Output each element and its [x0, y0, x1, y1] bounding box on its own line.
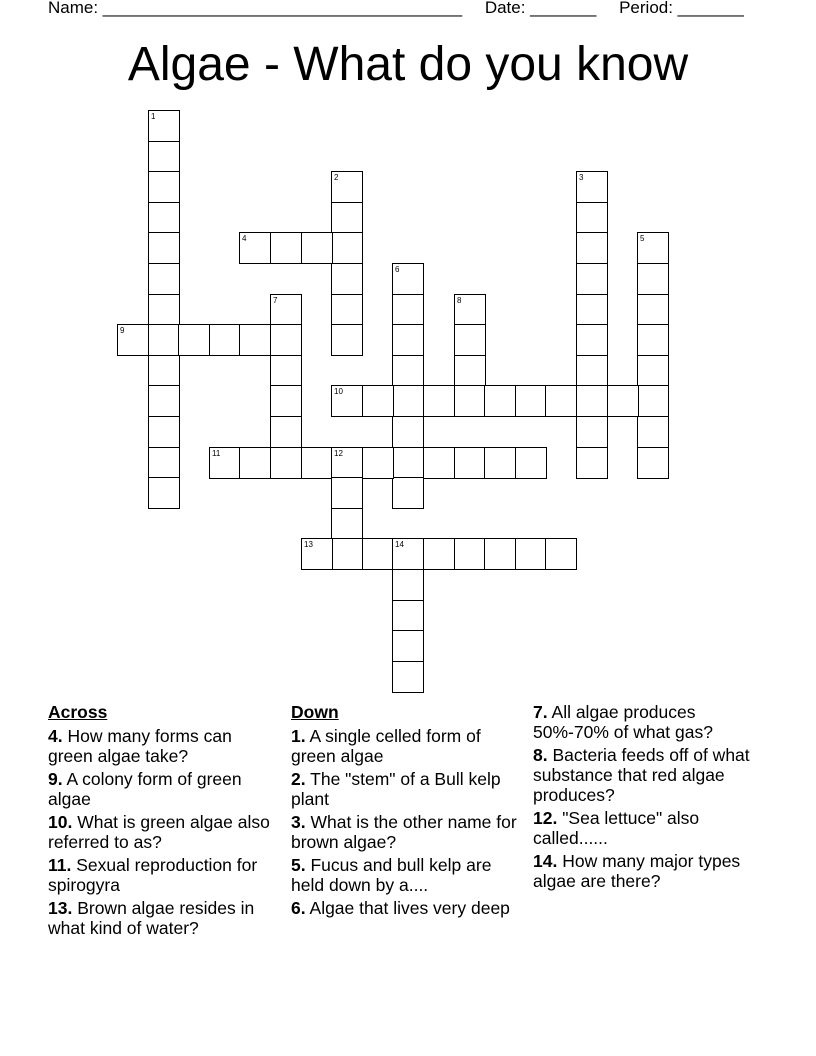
grid-cell[interactable] [454, 294, 486, 326]
clue-number: 14. [533, 851, 558, 871]
clue [48, 726, 278, 766]
grid-cell[interactable] [239, 447, 271, 479]
clue [533, 745, 768, 805]
grid-cell[interactable] [148, 416, 180, 448]
clue-text: "Sea lettuce" also called...... [533, 808, 700, 848]
grid-cell[interactable] [607, 385, 639, 417]
clue [48, 898, 278, 938]
clue-number: 13. [48, 898, 73, 918]
grid-cell[interactable] [515, 447, 547, 479]
clue-number: 4 [242, 234, 247, 243]
down-clues [291, 702, 521, 921]
clue-text: How many major types algae are there? [533, 851, 741, 891]
clue-number: 9 [120, 326, 125, 335]
clue-number: 11. [48, 855, 72, 875]
clue-text: All algae produces 50%-70% of what gas? [533, 702, 713, 742]
grid-cell[interactable] [576, 416, 608, 448]
grid-cell[interactable] [148, 141, 180, 173]
grid-cell[interactable] [392, 324, 424, 356]
grid-cell[interactable] [239, 324, 271, 356]
grid-cell[interactable] [637, 232, 669, 264]
clue-number: 3 [579, 173, 584, 182]
grid-cell[interactable] [270, 355, 302, 387]
grid-cell[interactable] [362, 538, 394, 570]
grid-cell[interactable] [331, 232, 363, 264]
grid-cell[interactable] [392, 447, 424, 479]
grid-cell[interactable] [392, 294, 424, 326]
page-title: Algae - What do you know [127, 38, 689, 91]
grid-cell[interactable] [576, 232, 608, 264]
grid-cell[interactable] [270, 294, 302, 326]
clue-number: 6 [395, 265, 400, 274]
grid-cell[interactable] [576, 294, 608, 326]
clue-text: Fucus and bull kelp are held down by a.... [291, 855, 492, 895]
period-field[interactable]: Period: _______ [619, 0, 744, 17]
clue [291, 726, 521, 766]
grid-cell[interactable] [270, 416, 302, 448]
clue-text: Bacteria feeds off of what substance that red algae produces? [533, 745, 750, 805]
clue-text: Brown algae resides in what kind of water? [48, 898, 255, 938]
grid-cell[interactable] [178, 324, 210, 356]
grid-cell[interactable] [331, 324, 363, 356]
grid-cell[interactable] [637, 416, 669, 448]
clue [48, 812, 278, 852]
clue [291, 898, 521, 918]
grid-cell[interactable] [515, 385, 547, 417]
grid-cell[interactable] [331, 263, 363, 295]
grid-cell[interactable] [576, 202, 608, 234]
clue-number: 1 [151, 112, 156, 121]
grid-cell[interactable] [331, 294, 363, 326]
grid-cell[interactable] [209, 447, 241, 479]
date-field[interactable]: Date: _______ [484, 0, 597, 17]
grid-cell[interactable] [331, 385, 363, 417]
grid-cell[interactable] [637, 324, 669, 356]
clue-number: 10. [48, 812, 73, 832]
grid-cell[interactable] [454, 385, 486, 417]
grid-cell[interactable] [331, 447, 363, 479]
grid-cell[interactable] [454, 355, 486, 387]
clue-number: 10 [334, 387, 343, 396]
grid-cell[interactable] [637, 294, 669, 326]
clue-text: The "stem" of a Bull kelp plant [291, 769, 501, 809]
grid-cell[interactable] [148, 324, 180, 356]
grid-cell[interactable] [454, 447, 486, 479]
grid-cell[interactable] [392, 630, 424, 662]
grid-cell[interactable] [331, 508, 363, 540]
grid-cell[interactable] [148, 263, 180, 295]
grid-cell[interactable] [392, 477, 424, 509]
grid-cell[interactable] [637, 355, 669, 387]
grid-cell[interactable] [301, 538, 333, 570]
grid-cell[interactable] [637, 263, 669, 295]
grid-cell[interactable] [148, 477, 180, 509]
across-clue-list [48, 726, 278, 938]
clue-number: 11 [212, 449, 221, 458]
grid-cell[interactable] [576, 324, 608, 356]
clue-number: 3. [291, 812, 306, 832]
clue-number: 14 [395, 540, 404, 549]
grid-cell[interactable] [576, 355, 608, 387]
grid-cell[interactable] [148, 171, 180, 203]
clue-number: 8 [457, 296, 462, 305]
clue-number: 13 [304, 540, 313, 549]
down-clue-list [291, 726, 521, 918]
name-field[interactable]: Name: ______________________________________ [48, 0, 463, 17]
grid-cell[interactable] [392, 569, 424, 601]
grid-cell[interactable] [148, 110, 180, 142]
grid-cell[interactable] [576, 263, 608, 295]
grid-cell[interactable] [392, 600, 424, 632]
down-clue-list-continued [533, 702, 768, 891]
clue-text: What is the other name for brown algae? [291, 812, 517, 852]
grid-cell[interactable] [209, 324, 241, 356]
grid-cell[interactable] [454, 324, 486, 356]
grid-cell[interactable] [362, 447, 394, 479]
grid-cell[interactable] [148, 447, 180, 479]
grid-cell[interactable] [117, 324, 149, 356]
clue-number: 2 [334, 173, 339, 182]
grid-cell[interactable] [454, 538, 486, 570]
grid-cell[interactable] [423, 385, 455, 417]
clue [291, 769, 521, 809]
clue-text: A colony form of green algae [48, 769, 242, 809]
clue-text: What is green algae also referred to as? [48, 812, 270, 852]
grid-cell[interactable] [637, 447, 669, 479]
grid-cell[interactable] [392, 661, 424, 693]
clue-number: 12 [334, 449, 343, 458]
grid-cell[interactable] [545, 538, 577, 570]
clue-number: 5. [291, 855, 306, 875]
grid-cell[interactable] [148, 355, 180, 387]
clue-number: 4. [48, 726, 63, 746]
down-heading: Down [291, 702, 339, 722]
grid-cell[interactable] [484, 447, 516, 479]
grid-cell[interactable] [331, 202, 363, 234]
clue-text: Sexual reproduction for spirogyra [48, 855, 258, 895]
clue [291, 855, 521, 895]
clue [533, 851, 768, 891]
grid-cell[interactable] [392, 538, 424, 570]
grid-cell[interactable] [301, 232, 333, 264]
grid-cell[interactable] [148, 385, 180, 417]
grid-cell[interactable] [392, 263, 424, 295]
across-heading: Across [48, 702, 108, 722]
grid-cell[interactable] [637, 385, 669, 417]
grid-cell[interactable] [515, 538, 547, 570]
grid-cell[interactable] [576, 385, 608, 417]
grid-cell[interactable] [301, 447, 333, 479]
grid-cell[interactable] [545, 385, 577, 417]
clue [48, 855, 278, 895]
grid-cell[interactable] [362, 385, 394, 417]
grid-cell[interactable] [239, 232, 271, 264]
grid-cell[interactable] [423, 447, 455, 479]
clue-number: 9. [48, 769, 63, 789]
grid-cell[interactable] [331, 477, 363, 509]
clue-number: 7 [273, 296, 278, 305]
grid-cell[interactable] [392, 416, 424, 448]
clue-text: Algae that lives very deep [309, 898, 510, 918]
grid-cell[interactable] [148, 232, 180, 264]
grid-cell[interactable] [270, 324, 302, 356]
grid-cell[interactable] [270, 447, 302, 479]
grid-cell[interactable] [484, 538, 516, 570]
grid-cell[interactable] [331, 538, 363, 570]
clue [533, 702, 768, 742]
grid-cell[interactable] [392, 385, 424, 417]
clue-number: 1. [291, 726, 306, 746]
grid-cell[interactable] [576, 447, 608, 479]
across-clues [48, 702, 278, 941]
clue-number: 8. [533, 745, 548, 765]
clue [533, 808, 768, 848]
clue-number: 6. [291, 898, 306, 918]
grid-cell[interactable] [576, 171, 608, 203]
grid-cell[interactable] [270, 385, 302, 417]
clue [291, 812, 521, 852]
down-clues-continued [533, 702, 768, 894]
clue-text: A single celled form of green algae [291, 726, 481, 766]
grid-cell[interactable] [270, 232, 302, 264]
clue-number: 7. [533, 702, 548, 722]
grid-cell[interactable] [148, 202, 180, 234]
grid-cell[interactable] [331, 171, 363, 203]
clue-number: 5 [640, 234, 645, 243]
grid-cell[interactable] [148, 294, 180, 326]
grid-cell[interactable] [392, 355, 424, 387]
clue-text: How many forms can green algae take? [48, 726, 232, 766]
grid-cell[interactable] [423, 538, 455, 570]
clue [48, 769, 278, 809]
clue-number: 2. [291, 769, 306, 789]
clue-number: 12. [533, 808, 558, 828]
grid-cell[interactable] [484, 385, 516, 417]
